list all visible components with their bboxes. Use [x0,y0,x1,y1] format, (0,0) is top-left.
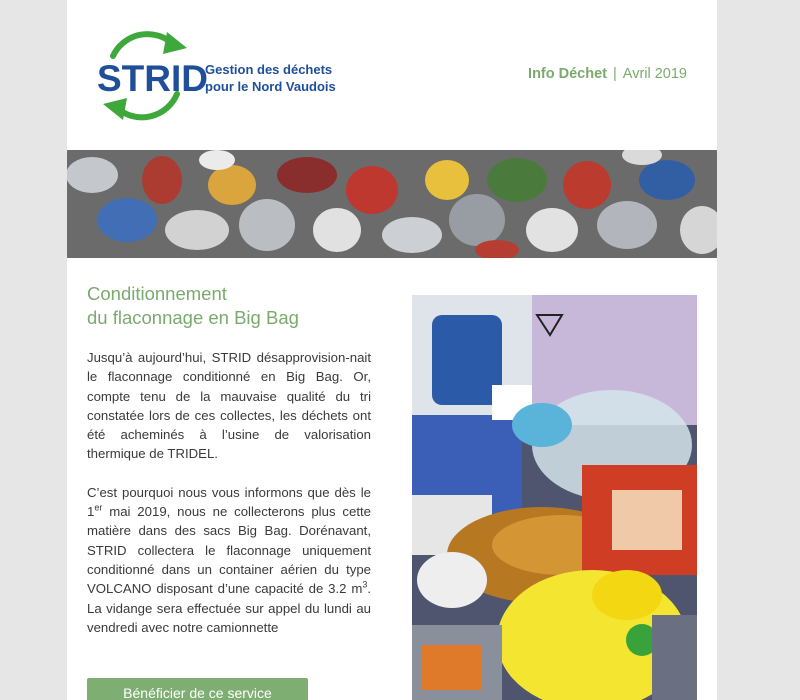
article-paragraph-2 [87,483,371,637]
cubic-superscript: 3 [362,579,368,590]
paragraph-2-part-a: C’est pourquoi nous vous informons que dès le 1 [87,484,371,520]
issue-kind: Info Déchet [528,66,607,82]
article-photo [412,295,697,700]
logo-tagline [205,61,336,95]
issue-date: Avril 2019 [622,66,687,82]
paragraph-2-part-c: . La vidange sera effectuée sur appel du lundi au vendredi avec notre camionnette [87,581,371,635]
article-body [87,348,371,656]
article-title-line2: du flaconnage en Big Bag [87,307,299,328]
paragraph-2-part-b: mai 2019, nous ne collecterons plus cette matière dans des sacs Big Bag. Dorénavant, STRID collectera le flaconnage uniquement conditionné dans un container aérien du type VOLCANO disposant d’une capacité de 3.2 m [87,504,371,597]
logo-tagline-line1: Gestion des déchets [205,62,333,77]
logo-wordmark: STRID [97,58,208,99]
article-title [87,282,387,330]
strid-logo[interactable] [95,28,355,123]
recycled-cans-photo-icon [67,150,717,258]
header [67,0,717,150]
plastic-bottles-photo-icon [412,295,697,700]
ordinal-superscript: er [94,502,103,513]
article-title-line1: Conditionnement [87,283,227,304]
newsletter-page [67,0,717,700]
issue-separator: | [613,66,617,82]
banner-image [67,150,717,258]
logo-tagline-line2: pour le Nord Vaudois [205,79,336,94]
issue-label [528,66,687,82]
article-paragraph-1: Jusqu’à aujourd’hui, STRID désapprovision-nait le flaconnage conditionné en Big Bag. Or, compte tenu de la mauvaise qualité du tri constatée lors de ces collectes, les déchets ont été acheminés à l’usine de valorisation thermique de TRIDEL. [87,350,371,462]
benefit-service-button[interactable]: Bénéficier de ce service [87,678,308,700]
